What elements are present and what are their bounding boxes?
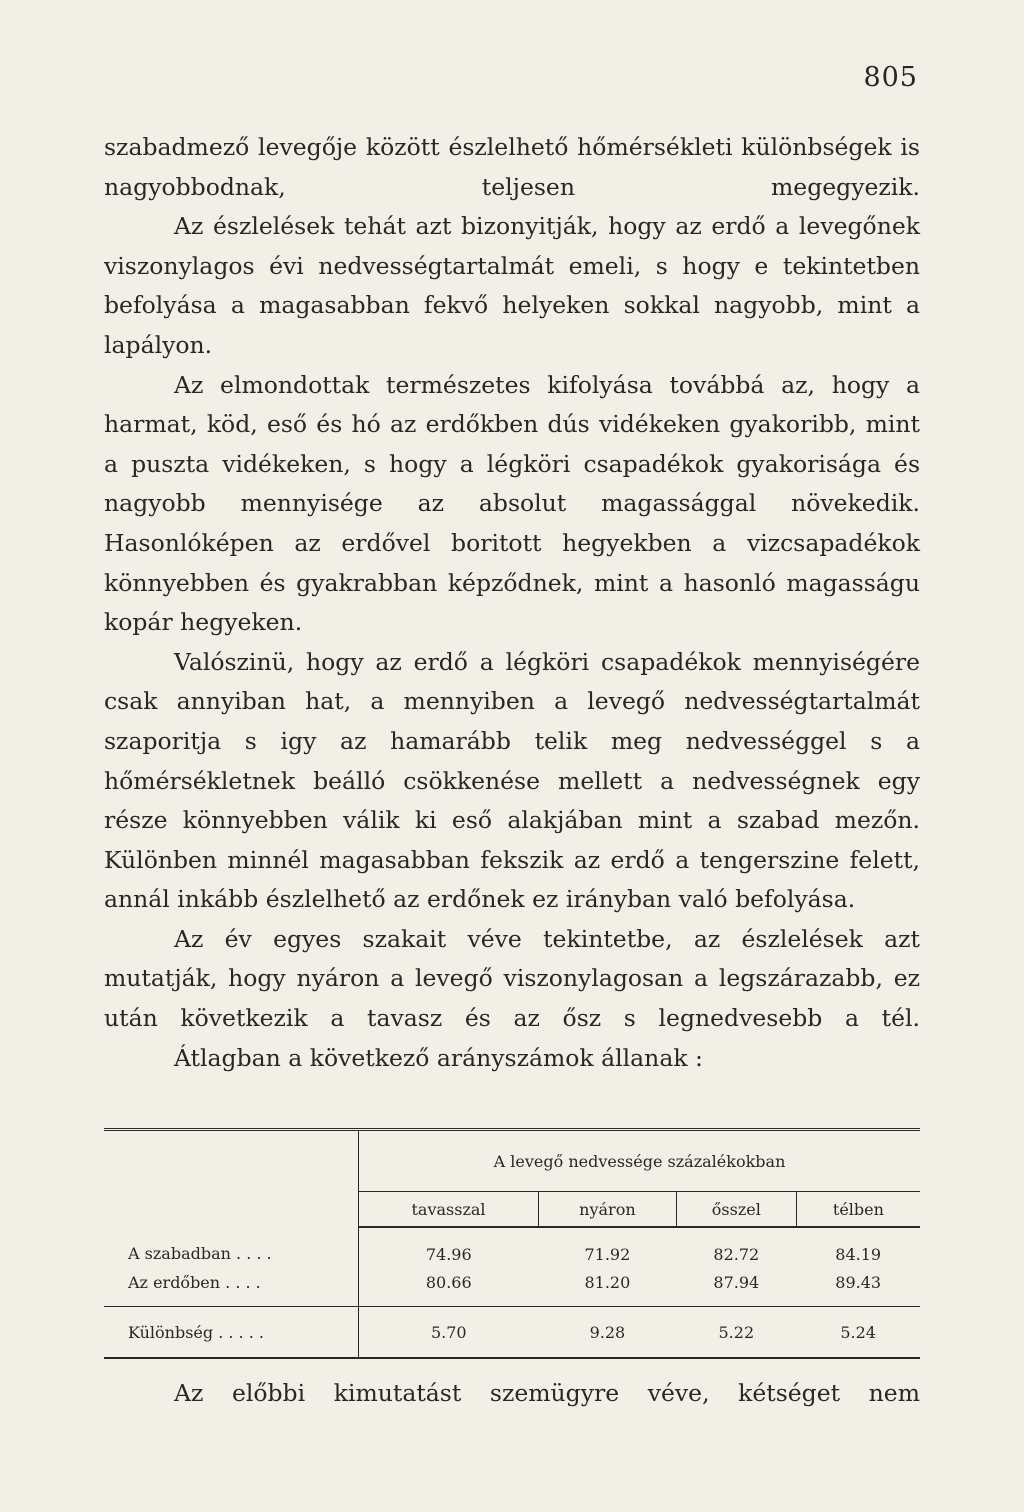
table-cell: 5.24 xyxy=(796,1307,920,1359)
table-cell: 5.70 xyxy=(359,1307,539,1359)
paragraph-3: Az elmondottak természetes kifolyása továbbá az, hogy a harmat, köd, eső és hó az erdőkben dús vidékeken gyakoribb, mint a puszta vidékeken, s hogy a légköri csapadékok gyakorisága és nagyobb mennyisége az absolut magassággal növekedik. Hasonlóképen az erdővel boritott hegyekben a vizcsapadékok könnyebben és gyakrabban képződnek, mint a hasonló magasságu kopár hegyeken. xyxy=(104,370,920,637)
humidity-table-container xyxy=(104,1128,920,1359)
table-row xyxy=(104,1268,920,1307)
table-cell: 82.72 xyxy=(713,1244,760,1264)
column-header-winter: télben xyxy=(796,1192,920,1228)
table-cell: 5.22 xyxy=(676,1307,796,1359)
row-label: Az erdőben . . . . xyxy=(104,1268,359,1307)
row-label: Különbség . . . . . xyxy=(104,1307,359,1359)
table-cell: 71.92 xyxy=(584,1244,631,1264)
final-line: Az előbbi kimutatást szemügyre véve, kétséget nem xyxy=(174,1378,920,1407)
row-label: A szabadban . . . . xyxy=(104,1227,359,1268)
paragraph-5: Az év egyes szakait véve tekintetbe, az észlelések azt mutatják, hogy nyáron a levegő viszonylagosan a legszárazabb, ez után következik a tavasz és az ősz s legnedvesebb a tél. xyxy=(104,924,920,1033)
page-number: 805 xyxy=(863,62,918,93)
table-cell: 89.43 xyxy=(835,1272,882,1292)
column-header-spring: tavasszal xyxy=(359,1192,539,1228)
humidity-table xyxy=(104,1128,920,1359)
table-cell: 74.96 xyxy=(425,1244,472,1264)
table-cell: 80.66 xyxy=(425,1272,472,1292)
table-row xyxy=(104,1307,920,1359)
table-cell: 9.28 xyxy=(539,1307,677,1359)
table-cell: 87.94 xyxy=(713,1272,760,1292)
table-header-row xyxy=(104,1130,920,1192)
column-header-summer: nyáron xyxy=(539,1192,677,1228)
table-main-header: A levegő nedvessége százalékokban xyxy=(359,1130,921,1192)
table-row xyxy=(104,1227,920,1268)
paragraph-2: Az észlelések tehát azt bizonyitják, hogy az erdő a levegőnek viszonylagos évi nedvességtartalmát emeli, s hogy e tekintetben befolyása a magasabban fekvő helyeken sokkal nagyobb, mint a lapályon. xyxy=(104,212,920,359)
table-cell: 84.19 xyxy=(835,1244,882,1264)
column-header-autumn: ősszel xyxy=(676,1192,796,1228)
table-corner-cell xyxy=(104,1130,359,1228)
paragraph-1: szabadmező levegője között észlelhető hőmérsékleti különbségek is nagyobbodnak, teljesen megegyezik. xyxy=(104,133,920,201)
paragraph-4: Valószinü, hogy az erdő a légköri csapadékok mennyiségére csak annyiban hat, a mennyiben a levegő nedvességtartalmát szaporitja s igy az hamarább telik meg nedvességgel s a hőmérsékletnek beálló csökkenése mellett a nedvességnek egy része könnyebben válik ki eső alakjában mint a szabad mezőn. Különben minnél magasabban fekszik az erdő a tengerszine felett, annál inkább észlelhető az erdőnek ez irányban való befolyása. xyxy=(104,647,920,914)
table-intro: Átlagban a következő arányszámok állanak : xyxy=(174,1043,703,1072)
table-cell: 81.20 xyxy=(584,1272,631,1292)
body-text xyxy=(104,128,920,1078)
